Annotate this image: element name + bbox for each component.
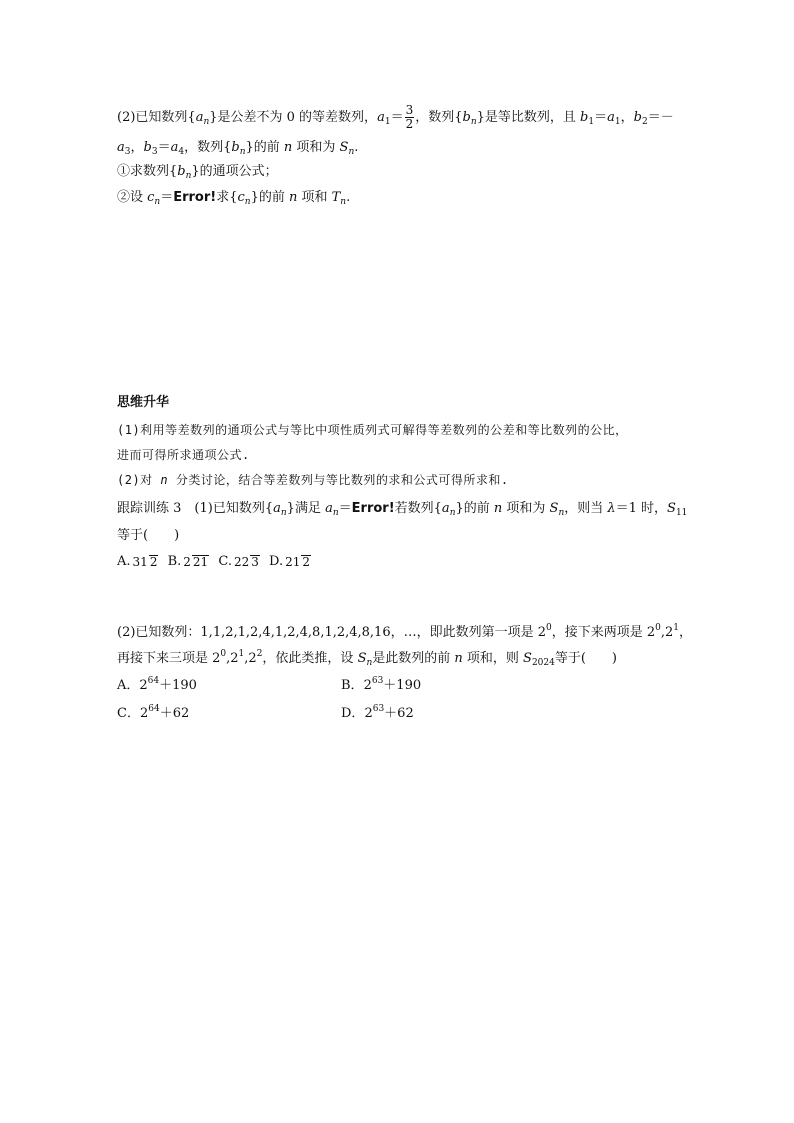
problem2-line1: (2)已知数列$\{a_n\}$是公差不为 0 的等差数列，$a_1=$ $\frac{3}{2}$ ，数列$\{b_n\}$是等比数列，且 $b_1=a_1$，$b_2=-$ [117,103,674,131]
training-line1: 跟踪训练 3 (1)已知数列$\{a_n\}$满足 $a_n=Error$!若数列$\{a_n\}$的前 n 项和为 $S_n$，则当 λ＝1 时，$S_{11}$ [117,501,688,518]
fraction-three-halves: $\frac{3}{2}$ [405,103,414,131]
thinking-para2: (2)对 n 分类讨论，结合等差数列与等比数列的求和公式可得所求和. [117,473,509,487]
thinking-para1b: 进而可得所求通项公式. [117,448,250,462]
thinking-para1: (1)利用等差数列的通项公式与等比中项性质列式可解得等差数列的公差和等比数列的公比， [117,423,628,437]
problem2-sub2: ②设 $c_n=Error$!求$\{c_n\}$的前 n 项和 $T_n$. [117,190,351,207]
error-placeholder: Error! [173,190,217,205]
problem3-option-d[interactable]: D．$2^{63}+62$ [341,704,414,721]
problem3-option-a[interactable]: A．$2^{64}+190$ [117,676,197,693]
option-b[interactable]: B. 2 21 [167,554,209,569]
problem2-sub1: ①求数列$\{b_n\}$的通项公式； [117,164,278,181]
problem3-line1: (2)已知数列：1,1,2,1,2,4,1,2,4,8,1,2,4,8,16，…，即此数列第一项是 $2^0$，接下来两项是 $2^0,2^1$， [117,623,693,640]
option-c[interactable]: C. 22 3 [218,554,259,569]
option-d[interactable]: D. 21 2 [269,554,311,569]
problem3-option-b[interactable]: B．$2^{63}+190$ [341,676,422,693]
problem3-option-c[interactable]: C．$2^{64}+62$ [117,704,190,721]
training-options [117,553,312,571]
training-line2: 等于( ) [117,528,180,543]
option-a[interactable]: A. 31 2 [117,554,158,569]
problem3-line2: 再接下来三项是 $2^0,2^1,2^2$，依此类推，设 $S_n$是此数列的前 n 项和，则 $S_{2024}$等于( ) [117,649,618,668]
error-placeholder: Error! [351,501,395,516]
problem2-line2: $a_3$，$b_3=a_4$，数列$\{b_n\}$的前 n 项和为 $S_n$. [117,140,359,157]
thinking-title: 思维升华 [117,395,170,410]
